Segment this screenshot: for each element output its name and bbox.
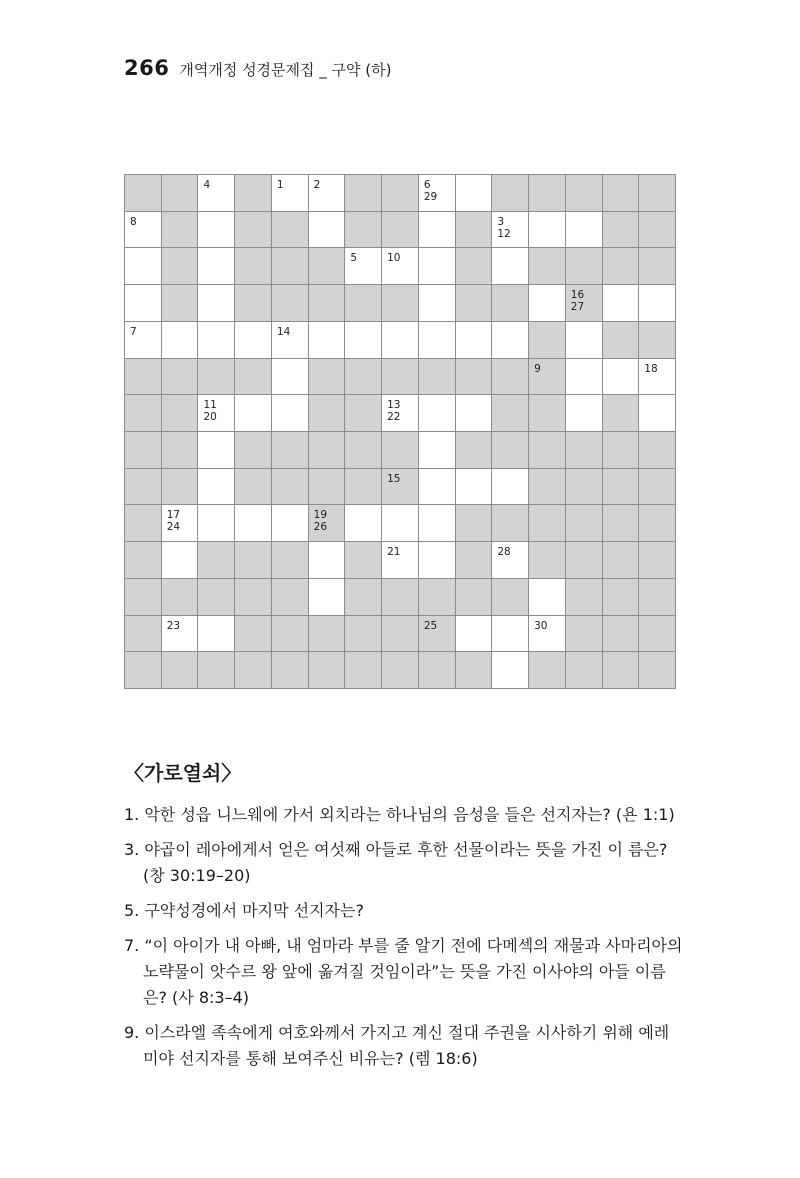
answer-cell[interactable] (419, 285, 456, 322)
clue-number: 21 (387, 546, 401, 559)
blocked-cell (566, 505, 603, 542)
answer-cell[interactable] (382, 542, 419, 579)
clue-number: 13 22 (387, 399, 401, 424)
blocked-cell (235, 212, 272, 249)
answer-cell[interactable] (198, 322, 235, 359)
answer-cell[interactable] (603, 359, 640, 396)
blocked-cell (529, 432, 566, 469)
blocked-cell (345, 469, 382, 506)
answer-cell[interactable] (345, 322, 382, 359)
blocked-cell (162, 175, 199, 212)
book-title: 개역개정 성경문제집 _ 구약 (하) (179, 61, 392, 79)
answer-cell[interactable] (272, 505, 309, 542)
blocked-cell (309, 285, 346, 322)
answer-cell[interactable] (125, 248, 162, 285)
answer-cell[interactable] (419, 395, 456, 432)
answer-cell[interactable] (198, 469, 235, 506)
clue-number: 16 27 (570, 289, 585, 314)
across-clue-list (124, 802, 684, 1081)
blocked-cell (345, 395, 382, 432)
blocked-cell (603, 616, 640, 653)
clue-number: 9 (534, 362, 541, 375)
answer-cell[interactable] (419, 505, 456, 542)
clue-number: 30 (534, 619, 548, 632)
blocked-cell (456, 285, 493, 322)
clue-number: 23 (166, 619, 181, 632)
blocked-cell (382, 469, 419, 506)
answer-cell[interactable] (419, 248, 456, 285)
blocked-cell (529, 542, 566, 579)
blocked-cell (162, 359, 199, 396)
blocked-cell (639, 616, 676, 653)
answer-cell[interactable] (382, 322, 419, 359)
blocked-cell (603, 469, 640, 506)
blocked-cell (309, 616, 346, 653)
blocked-cell (235, 285, 272, 322)
blocked-cell (603, 579, 640, 616)
blocked-cell (272, 432, 309, 469)
answer-cell[interactable] (419, 469, 456, 506)
answer-cell[interactable] (566, 322, 603, 359)
answer-cell[interactable] (419, 432, 456, 469)
blocked-cell (566, 579, 603, 616)
answer-cell[interactable] (566, 359, 603, 396)
blocked-cell (492, 505, 529, 542)
blocked-cell (272, 285, 309, 322)
answer-cell[interactable] (162, 542, 199, 579)
blocked-cell (345, 285, 382, 322)
blocked-cell (235, 359, 272, 396)
answer-cell[interactable] (162, 616, 199, 653)
answer-cell[interactable] (125, 322, 162, 359)
answer-cell[interactable] (639, 285, 676, 322)
blocked-cell (529, 175, 566, 212)
blocked-cell (456, 212, 493, 249)
blocked-cell (382, 432, 419, 469)
blocked-cell (603, 212, 640, 249)
blocked-cell (272, 579, 309, 616)
answer-cell[interactable] (125, 212, 162, 249)
blocked-cell (235, 469, 272, 506)
clue-item: 5. 구약성경에서 마지막 선지자는? (124, 901, 364, 920)
answer-cell[interactable] (492, 542, 529, 579)
blocked-cell (162, 432, 199, 469)
blocked-cell (639, 322, 676, 359)
blocked-cell (492, 175, 529, 212)
blocked-cell (125, 175, 162, 212)
blocked-cell (345, 359, 382, 396)
blocked-cell (309, 505, 346, 542)
blocked-cell (309, 432, 346, 469)
answer-cell[interactable] (198, 212, 235, 249)
blocked-cell (566, 469, 603, 506)
blocked-cell (272, 616, 309, 653)
blocked-cell (345, 175, 382, 212)
blocked-cell (382, 359, 419, 396)
blocked-cell (235, 248, 272, 285)
answer-cell[interactable] (603, 285, 640, 322)
blocked-cell (456, 652, 493, 689)
blocked-cell (639, 542, 676, 579)
blocked-cell (235, 652, 272, 689)
blocked-cell (566, 652, 603, 689)
clue-number: 7 (130, 325, 137, 338)
blocked-cell (345, 616, 382, 653)
blocked-cell (603, 395, 640, 432)
page-number: 266 (124, 56, 170, 80)
blocked-cell (529, 652, 566, 689)
answer-cell[interactable] (382, 395, 419, 432)
blocked-cell (309, 359, 346, 396)
blocked-cell (603, 432, 640, 469)
blocked-cell (235, 542, 272, 579)
answer-cell[interactable] (419, 322, 456, 359)
blocked-cell (382, 616, 419, 653)
answer-cell[interactable] (345, 248, 382, 285)
blocked-cell (492, 432, 529, 469)
answer-cell[interactable] (492, 652, 529, 689)
page-header (124, 56, 392, 80)
clue-number: 2 (313, 179, 321, 191)
clue-number: 11 20 (203, 399, 217, 424)
answer-cell[interactable] (492, 248, 529, 285)
blocked-cell (162, 212, 199, 249)
clue-number: 14 (276, 325, 291, 338)
blocked-cell (162, 652, 199, 689)
blocked-cell (603, 542, 640, 579)
blocked-cell (492, 285, 529, 322)
answer-cell[interactable] (419, 212, 456, 249)
answer-cell[interactable] (198, 616, 235, 653)
blocked-cell (492, 579, 529, 616)
clue-number: 5 (350, 252, 358, 265)
blocked-cell (603, 248, 640, 285)
blocked-cell (456, 432, 493, 469)
blocked-cell (639, 248, 676, 285)
clue-number: 6 29 (423, 179, 438, 203)
answer-cell[interactable] (529, 579, 566, 616)
answer-cell[interactable] (198, 285, 235, 322)
blocked-cell (125, 652, 162, 689)
blocked-cell (492, 395, 529, 432)
blocked-cell (529, 322, 566, 359)
answer-cell[interactable] (492, 616, 529, 653)
blocked-cell (345, 212, 382, 249)
blocked-cell (272, 542, 309, 579)
answer-cell[interactable] (309, 579, 346, 616)
blocked-cell (456, 579, 493, 616)
answer-cell[interactable] (492, 322, 529, 359)
answer-cell[interactable] (235, 322, 272, 359)
answer-cell[interactable] (235, 395, 272, 432)
blocked-cell (345, 579, 382, 616)
answer-cell[interactable] (639, 359, 676, 396)
clue-item: 1. 악한 성읍 니느웨에 가서 외치라는 하나님의 음성을 들은 선지자는? (욘 1:1) (124, 805, 675, 824)
blocked-cell (162, 469, 199, 506)
blocked-cell (309, 652, 346, 689)
clue-number: 17 24 (166, 509, 181, 534)
answer-cell[interactable] (272, 175, 309, 212)
answer-cell[interactable] (492, 469, 529, 506)
blocked-cell (235, 432, 272, 469)
blocked-cell (639, 175, 676, 212)
answer-cell[interactable] (272, 322, 309, 359)
blocked-cell (419, 359, 456, 396)
blocked-cell (272, 248, 309, 285)
blocked-cell (125, 505, 162, 542)
blocked-cell (382, 579, 419, 616)
answer-cell[interactable] (529, 616, 566, 653)
blocked-cell (125, 579, 162, 616)
blocked-cell (419, 652, 456, 689)
blocked-cell (125, 395, 162, 432)
blocked-cell (125, 616, 162, 653)
blocked-cell (382, 212, 419, 249)
blocked-cell (639, 579, 676, 616)
clue-number: 18 (644, 362, 658, 375)
blocked-cell (125, 432, 162, 469)
clue-number: 8 (130, 215, 137, 228)
answer-cell[interactable] (456, 322, 493, 359)
blocked-cell (492, 359, 529, 396)
answer-cell[interactable] (198, 248, 235, 285)
blocked-cell (529, 359, 566, 396)
clue-number: 10 (387, 252, 401, 265)
blocked-cell (603, 175, 640, 212)
answer-cell[interactable] (272, 359, 309, 396)
blocked-cell (272, 212, 309, 249)
blocked-cell (198, 359, 235, 396)
answer-cell[interactable] (125, 285, 162, 322)
blocked-cell (456, 359, 493, 396)
answer-cell[interactable] (198, 395, 235, 432)
blocked-cell (603, 505, 640, 542)
answer-cell[interactable] (456, 395, 493, 432)
blocked-cell (566, 542, 603, 579)
blocked-cell (566, 248, 603, 285)
answer-cell[interactable] (456, 175, 493, 212)
answer-cell[interactable] (566, 212, 603, 249)
answer-cell[interactable] (309, 322, 346, 359)
clue-number: 3 12 (497, 215, 511, 240)
answer-cell[interactable] (162, 505, 199, 542)
answer-cell[interactable] (272, 395, 309, 432)
answer-cell[interactable] (529, 212, 566, 249)
clue-number: 1 (276, 179, 284, 191)
clue-number: 19 26 (313, 509, 328, 534)
answer-cell[interactable] (309, 212, 346, 249)
blocked-cell (162, 395, 199, 432)
blocked-cell (639, 505, 676, 542)
answer-cell[interactable] (529, 285, 566, 322)
blocked-cell (235, 175, 272, 212)
blocked-cell (566, 175, 603, 212)
blocked-cell (456, 505, 493, 542)
blocked-cell (272, 652, 309, 689)
clue-item: 9. 이스라엘 족속에게 여호와께서 가지고 계신 절대 주권을 시사하기 위해 예레미야 선지자를 통해 보여주신 비유는? (렘 18:6) (124, 1023, 670, 1068)
blocked-cell (309, 395, 346, 432)
blocked-cell (198, 652, 235, 689)
answer-cell[interactable] (419, 542, 456, 579)
answer-cell[interactable] (198, 505, 235, 542)
blocked-cell (309, 469, 346, 506)
blocked-cell (639, 652, 676, 689)
blocked-cell (382, 175, 419, 212)
answer-cell[interactable] (419, 175, 456, 212)
answer-cell[interactable] (309, 542, 346, 579)
across-clues-title: 〈가로열쇠〉 (124, 761, 242, 785)
blocked-cell (125, 469, 162, 506)
blocked-cell (529, 505, 566, 542)
blocked-cell (162, 285, 199, 322)
answer-cell[interactable] (309, 175, 346, 212)
answer-cell[interactable] (382, 248, 419, 285)
blocked-cell (162, 248, 199, 285)
blocked-cell (529, 395, 566, 432)
blocked-cell (566, 432, 603, 469)
answer-cell[interactable] (198, 432, 235, 469)
clue-number: 28 (497, 546, 511, 559)
blocked-cell (529, 248, 566, 285)
answer-cell[interactable] (162, 322, 199, 359)
answer-cell[interactable] (492, 212, 529, 249)
blocked-cell (529, 469, 566, 506)
blocked-cell (419, 579, 456, 616)
blocked-cell (419, 616, 456, 653)
blocked-cell (272, 469, 309, 506)
blocked-cell (345, 652, 382, 689)
answer-cell[interactable] (345, 505, 382, 542)
answer-cell[interactable] (566, 395, 603, 432)
blocked-cell (639, 432, 676, 469)
blocked-cell (235, 616, 272, 653)
blocked-cell (603, 652, 640, 689)
blocked-cell (566, 285, 603, 322)
answer-cell[interactable] (456, 616, 493, 653)
blocked-cell (382, 652, 419, 689)
blocked-cell (198, 542, 235, 579)
blocked-cell (345, 542, 382, 579)
blocked-cell (382, 285, 419, 322)
blocked-cell (345, 432, 382, 469)
blocked-cell (125, 542, 162, 579)
blocked-cell (125, 359, 162, 396)
blocked-cell (639, 212, 676, 249)
answer-cell[interactable] (382, 505, 419, 542)
crossword-grid (124, 174, 676, 689)
blocked-cell (603, 322, 640, 359)
blocked-cell (198, 579, 235, 616)
clue-item: 7. “이 아이가 내 아빠, 내 엄마라 부를 줄 알기 전에 다메섹의 재물과 사마리아의 노략물이 앗수르 왕 앞에 옮겨질 것임이라”는 뜻을 가진 이사야의 아들 이름은? (사 8:3–4) (124, 936, 683, 1007)
blocked-cell (309, 248, 346, 285)
clue-number: 25 (423, 619, 438, 632)
blocked-cell (235, 579, 272, 616)
blocked-cell (456, 542, 493, 579)
answer-cell[interactable] (639, 395, 676, 432)
blocked-cell (639, 469, 676, 506)
blocked-cell (456, 248, 493, 285)
blocked-cell (162, 579, 199, 616)
clue-number: 15 (387, 472, 401, 485)
clue-number: 4 (203, 179, 211, 191)
answer-cell[interactable] (235, 505, 272, 542)
clue-item: 3. 야곱이 레아에게서 얻은 여섯째 아들로 후한 선물이라는 뜻을 가진 이 름은? (창 30:19–20) (124, 840, 668, 885)
blocked-cell (566, 616, 603, 653)
answer-cell[interactable] (198, 175, 235, 212)
answer-cell[interactable] (456, 469, 493, 506)
